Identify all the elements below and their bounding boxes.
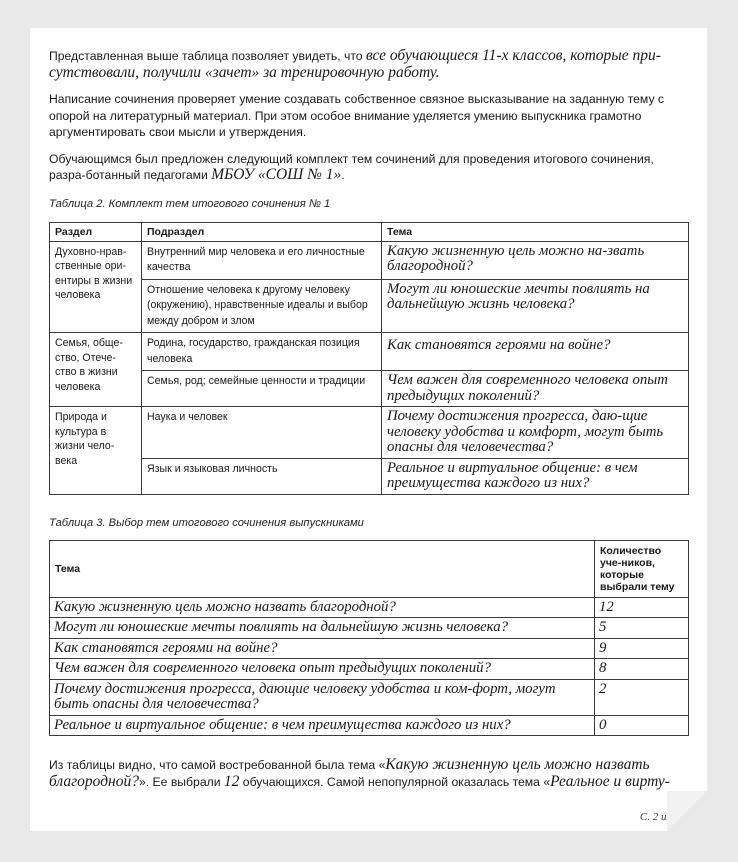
table2-caption: Таблица 2. Комплект тем итогового сочинения № 1 [49, 197, 331, 210]
section-cell: Духовно-нрав-ственные ори-ентиры в жизни человека [50, 241, 142, 333]
topic-cell: Чем важен для современного человека опыт предыдущих поколений? [50, 659, 595, 680]
header-count: Количество уче-ников, которые выбрали тему [595, 540, 689, 597]
intro-paragraph-2: Написание сочинения проверяет умение создавать собственное связное высказывание на заданную тему с опорой на литературный материал. При этом особое внимание уделяется умению выпускника грамотно аргументировать свои мысли и утверждения. [49, 92, 665, 139]
count-cell: 12 [595, 597, 689, 618]
table-row [50, 715, 689, 736]
table-row [50, 241, 689, 279]
document-page [30, 28, 707, 831]
table-row [50, 279, 689, 333]
count-cell: 2 [595, 679, 689, 715]
table2-header-row [50, 222, 689, 241]
table-row [50, 597, 689, 618]
table-row [50, 638, 689, 659]
table-row [50, 333, 689, 371]
count-cell: 0 [595, 715, 689, 736]
header-section: Раздел [50, 222, 142, 241]
header-topic: Тема [50, 540, 595, 597]
subsection-cell: Язык и языковая личность [142, 458, 382, 494]
topic-cell: Как становятся героями на войне? [382, 333, 689, 371]
section-cell: Семья, обще-ство, Отече-ство в жизни человека [50, 333, 142, 407]
table-row [50, 458, 689, 494]
table-row [50, 659, 689, 680]
topic-cell: Почему достижения прогресса, даю-щие человеку удобства и комфорт, могут быть опасны для человечества? [382, 407, 689, 459]
table-row [50, 679, 689, 715]
topic-cell: Могут ли юношеские мечты повлиять на дальнейшую жизнь человека? [50, 618, 595, 639]
topic-cell: Как становятся героями на войне? [50, 638, 595, 659]
subsection-cell: Отношение человека к другому человеку (окружению), нравственные идеалы и выбор между добром и злом [142, 279, 382, 333]
topic-cell: Чем важен для современного человека опыт предыдущих поколений? [382, 371, 689, 407]
intro-emphasis: все обучающиеся 11-х классов, которые при-сутствовали, получили «зачет» за тренировочную работу. [49, 47, 661, 81]
header-subsection: Подраздел [142, 222, 382, 241]
subsection-cell: Наука и человек [142, 407, 382, 459]
topic-cell: Какую жизненную цель можно назвать благородной? [50, 597, 595, 618]
intro-paragraph-3: Обучающимся был предложен следующий комплект тем сочинений для проведения итогового сочинения, разра-ботанный педагогами МБОУ «СОШ № 1». [49, 151, 654, 183]
section-cell: Природа и культура в жизни чело-века [50, 407, 142, 495]
table3-header-row [50, 540, 689, 597]
intro-paragraph-1: Представленная выше таблица позволяет увидеть, что все обучающиеся 11-х классов, которые при-сутствовали, получили «зачет» за тренировочную работу. [49, 47, 661, 81]
count-cell: 8 [595, 659, 689, 680]
subsection-cell: Семья, род; семейные ценности и традиции [142, 371, 382, 407]
topic-cell: Могут ли юношеские мечты повлиять на дальнейшую жизнь человека? [382, 279, 689, 333]
count-cell: 5 [595, 618, 689, 639]
unpopular-topic: Реальное и вирту- [550, 772, 670, 790]
table3-caption: Таблица 3. Выбор тем итогового сочинения выпускниками [49, 516, 364, 529]
topic-cell: Почему достижения прогресса, дающие человеку удобства и ком-форт, могут быть опасны для человечества? [50, 679, 595, 715]
topic-choice-table [49, 540, 689, 737]
conclusion-paragraph: Из таблицы видно, что самой востребованной была тема «Какую жизненную цель можно назвать благородной?». Ее выбрали 12 обучающихся. Самой непопулярной оказалась тема «Реальное и вирту- [49, 756, 670, 790]
subsection-cell: Родина, государство, гражданская позиция человека [142, 333, 382, 371]
school-name: МБОУ «СОШ № 1» [211, 166, 342, 183]
topic-cell: Реальное и виртуальное общение: в чем преимущества каждого из них? [382, 458, 689, 494]
essay-topics-table [49, 222, 689, 495]
count-cell: 9 [595, 638, 689, 659]
table-row [50, 618, 689, 639]
popular-topic: Какую жизненную цель можно назвать благородной? [49, 756, 650, 790]
topic-cell: Реальное и виртуальное общение: в чем преимущества каждого из них? [50, 715, 595, 736]
page-corner-fold [667, 791, 707, 831]
popular-count: 12 [223, 772, 240, 790]
page-number: С. 2 из 5 [639, 811, 679, 823]
table-row [50, 407, 689, 459]
topic-cell: Какую жизненную цель можно на-звать благородной? [382, 241, 689, 279]
table-row [50, 371, 689, 407]
subsection-cell: Внутренний мир человека и его личностные качества [142, 241, 382, 279]
header-topic: Тема [382, 222, 689, 241]
